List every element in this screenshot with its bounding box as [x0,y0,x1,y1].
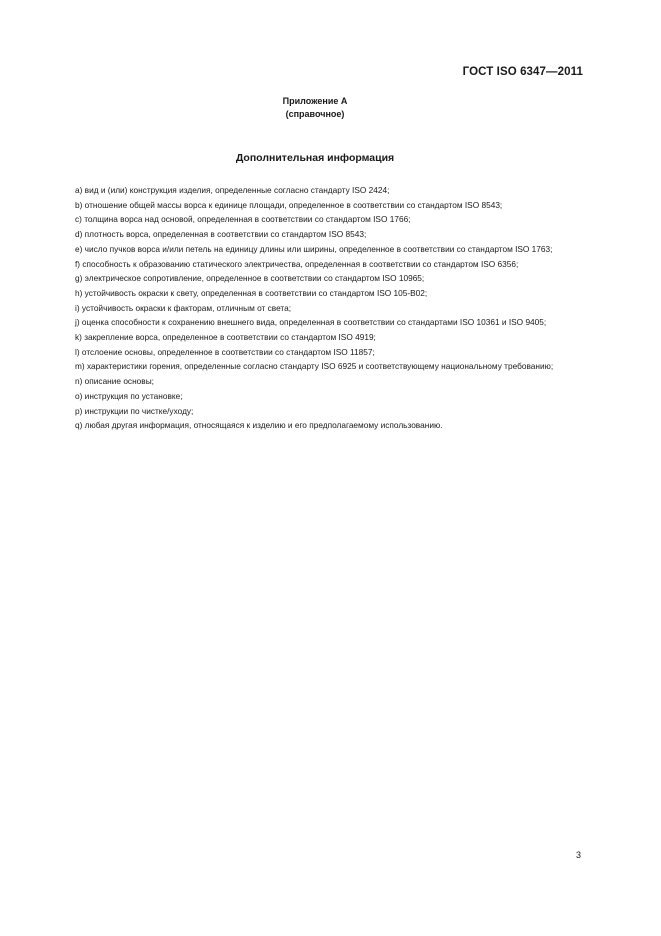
list-item-a: a) вид и (или) конструкция изделия, определенные согласно стандарту ISO 2424; [75,185,390,195]
appendix-subtitle: (справочное) [285,109,345,119]
list-item-g: g) электрическое сопротивление, определенное в соответствии со стандартом ISO 10965; [75,273,425,284]
list-item-i: i) устойчивость окраски к факторам, отличным от света; [75,302,292,313]
list-item-b: b) отношение общей массы ворса к единице площади, определенное в соответствии со стандартом ISO 8543; [75,199,503,210]
list-item-e: e) число пучков ворса и/или петель на единицу длины или ширины, определенное в соответствии со стандартом ISO 1763; [75,243,553,254]
list-item-p: p) инструкции по чистке/уходу; [75,405,194,416]
list-item-m: m) характеристики горения, определенные согласно стандарту ISO 6925 и соответствующему национальному требованию; [75,361,554,372]
list-item-f: f) способность к образованию статического электричества, определенная в соответствии со стандартом ISO 6356; [75,258,519,269]
list-item-h: h) устойчивость окраски к свету, определенная в соответствии со стандартом ISO 105-B02; [75,287,428,298]
list-item-n: n) описание основы; [75,376,154,387]
section-title: Дополнительная информация [235,152,395,164]
list-item-l: l) отслоение основы, определенное в соответствии со стандартом ISO 11857; [75,346,375,357]
list-item-q: q) любая другая информация, относящаяся к изделию и его предполагаемому использованию. [75,420,443,431]
list-item-d: d) плотность ворса, определенная в соответствии со стандартом ISO 8543; [75,229,367,240]
appendix-title: Приложение А [282,96,348,106]
document-code-header: ГОСТ ISO 6347—2011 [462,66,583,78]
page-number: 3 [575,850,581,860]
list-item-o: o) инструкция по установке; [75,390,183,401]
information-list [47,183,582,433]
list-item-j: j) оценка способности к сохранению внешнего вида, определенная в соответствии со стандартами ISO 10361 и ISO 9405; [75,317,547,328]
appendix-heading [0,95,630,121]
list-item-c: c) толщина ворса над основой, определенная в соответствии со стандартом ISO 1766; [75,214,411,225]
list-item-k: k) закрепление ворса, определенное в соответствии со стандартом ISO 4919; [75,332,376,343]
